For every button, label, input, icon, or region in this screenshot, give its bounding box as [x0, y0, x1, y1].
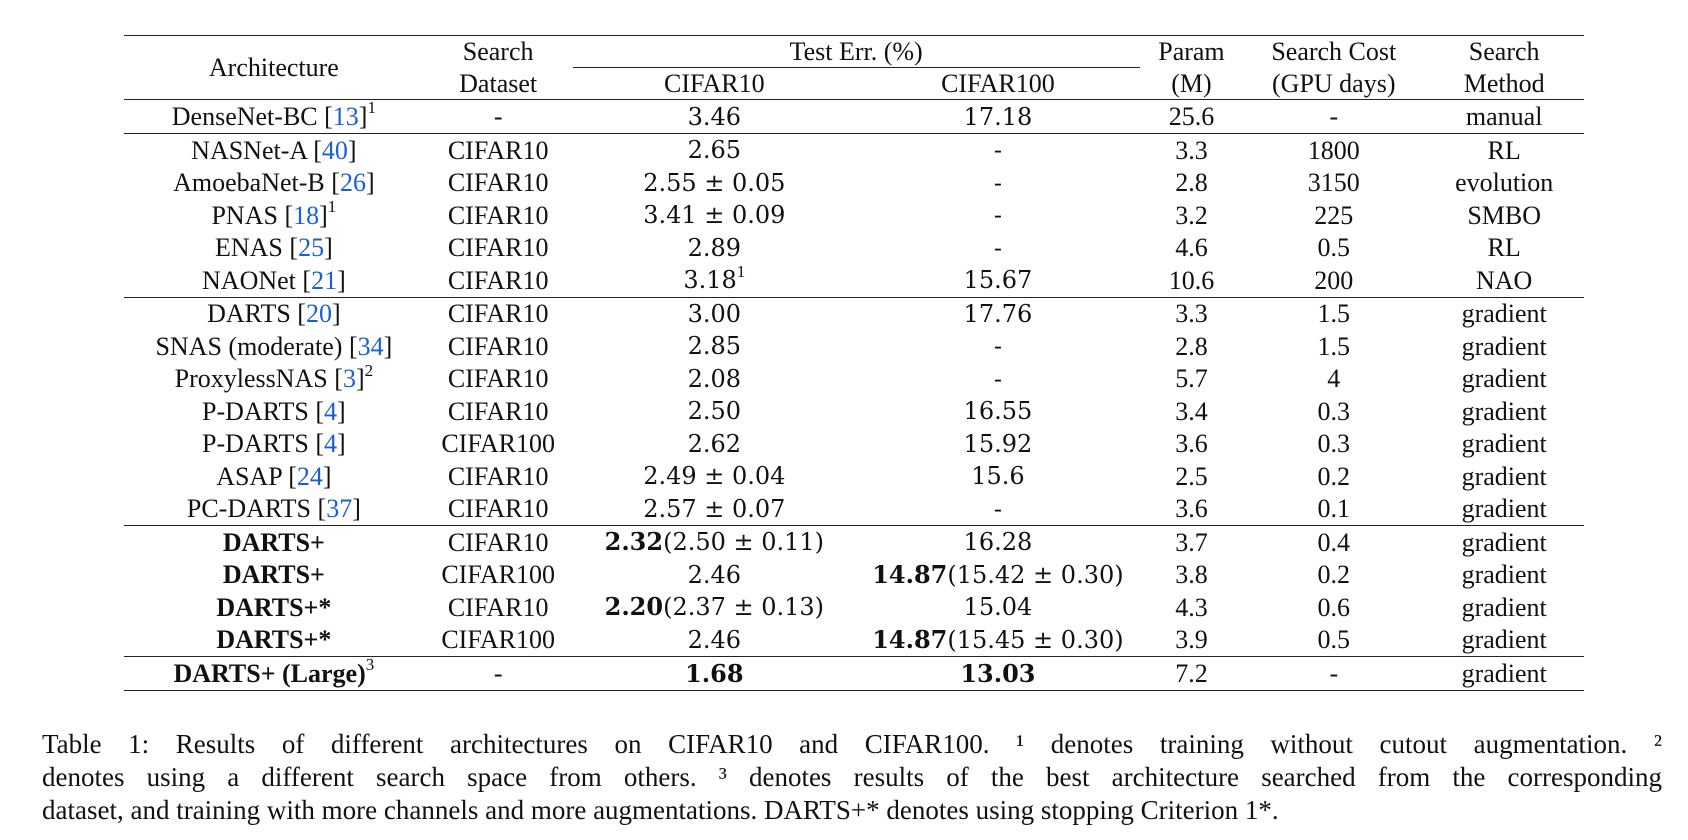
cifar10-value: 2.57 ± 0.07 — [643, 494, 786, 523]
cifar10-value: 2.85 — [687, 332, 742, 361]
header-search-cost-line2: (GPU days) — [1272, 68, 1396, 98]
cifar100-value: 16.55 — [963, 397, 1033, 426]
cell-search-method: gradient — [1461, 494, 1547, 524]
citation-link[interactable]: 21 — [311, 265, 338, 295]
table-row — [124, 657, 1584, 691]
cell-search-method: RL — [1487, 233, 1521, 263]
cifar100-value: 15.6 — [971, 462, 1025, 491]
cifar100-value: 15.92 — [963, 429, 1033, 458]
citation-link[interactable]: 24 — [296, 461, 323, 491]
footnote-marker: 1 — [367, 98, 376, 118]
table-row — [124, 134, 1584, 167]
cell-search-dataset: CIFAR10 — [424, 297, 573, 330]
cell-param: 3.7 — [1140, 526, 1244, 559]
cell-cifar100-err — [856, 232, 1140, 265]
architecture-name: DenseNet-BC — [171, 102, 318, 131]
cell-architecture — [124, 591, 424, 624]
cell-cifar100-err — [856, 134, 1140, 167]
cell-param: 5.7 — [1175, 364, 1208, 394]
cifar10-value: (2.37 ± 0.13) — [663, 593, 825, 622]
cell-search-cost: 200 — [1314, 265, 1354, 295]
cifar10-value: 3.00 — [687, 299, 742, 328]
cell-param: 2.8 — [1175, 168, 1208, 198]
table-row — [124, 363, 1584, 396]
caption-line-1: Table 1: Results of different architectures on CIFAR10 and CIFAR100. ¹ denotes training without cutout augmentation. ² — [42, 729, 1662, 759]
architecture-name: P-DARTS — [202, 429, 309, 459]
cell-search-cost: 1.5 — [1243, 297, 1424, 330]
cell-search-method: manual — [1465, 102, 1543, 131]
cell-architecture: P-DARTS [4] — [202, 396, 346, 426]
cell-architecture: PC-DARTS [37] — [186, 494, 361, 524]
cell-cifar100-err — [856, 297, 1140, 330]
cifar100-value: - — [993, 494, 1002, 523]
cell-cifar100-err — [856, 167, 1140, 200]
cell-param: 2.5 — [1175, 461, 1208, 491]
best-value: 14.87 — [872, 559, 948, 589]
cell-search-method: NAO — [1476, 265, 1533, 295]
cell-cifar100-err — [856, 624, 1140, 657]
cell-search-dataset: CIFAR10 — [424, 526, 573, 559]
cell-search-method: evolution — [1455, 168, 1554, 198]
table-row — [124, 297, 1584, 330]
cell-architecture — [124, 559, 424, 592]
citation-link[interactable]: 40 — [321, 135, 348, 165]
cell-search-method: gradient — [1424, 657, 1584, 691]
cell-param: 10.6 — [1168, 265, 1215, 295]
cell-search-dataset: - — [424, 657, 573, 691]
architecture-name: PNAS — [211, 200, 278, 230]
architecture-name: DARTS+ — [222, 560, 325, 590]
cell-architecture: ENAS [25] — [215, 233, 333, 263]
cell-architecture — [124, 624, 424, 657]
cifar10-value: 3.46 — [687, 102, 742, 131]
cell-cifar10-err — [573, 363, 857, 396]
cell-cifar100-err — [856, 330, 1140, 363]
cell-param: 7.2 — [1140, 657, 1244, 691]
table-row — [124, 199, 1584, 232]
cell-architecture: ASAP [24] — [216, 461, 332, 491]
header-cifar10: CIFAR10 — [664, 69, 765, 98]
header-param-line1: Param — [1158, 37, 1225, 67]
cell-search-method: gradient — [1424, 297, 1584, 330]
cell-cifar10-err — [573, 261, 857, 297]
header-cifar100: CIFAR100 — [941, 69, 1055, 98]
cell-cifar100-err — [856, 100, 1140, 134]
cell-param: 25.6 — [1168, 102, 1215, 131]
cell-search-cost: 0.4 — [1243, 526, 1424, 559]
table-row — [124, 395, 1584, 428]
cell-param: 2.8 — [1175, 331, 1208, 361]
cell-cifar10-err — [573, 460, 857, 493]
cifar100-value: (15.42 ± 0.30) — [947, 560, 1124, 589]
cell-cifar10-err — [573, 199, 857, 232]
cell-architecture: ProxylessNAS $[3]^2$ — [174, 360, 374, 394]
cell-architecture: NASNet-A [40] — [124, 134, 424, 167]
cell-search-dataset: CIFAR100 — [441, 429, 555, 459]
best-value: 14.87 — [872, 624, 948, 654]
cifar10-value: 2.55 ± 0.05 — [643, 168, 786, 197]
best-value: 2.32 — [604, 527, 664, 557]
cell-search-method: gradient — [1424, 526, 1584, 559]
cifar100-value: - — [993, 136, 1002, 165]
caption-line-2: denotes using a different search space from others. ³ denotes results of the best architecture searched from the corresponding — [42, 762, 1662, 792]
cell-search-dataset: CIFAR10 — [447, 592, 549, 622]
cell-cifar10-err — [573, 232, 857, 265]
cell-search-dataset: CIFAR10 — [447, 200, 549, 230]
cifar100-value: - — [993, 201, 1002, 230]
architecture-name: NASNet-A — [191, 135, 307, 165]
table-row — [124, 591, 1584, 624]
table-row — [124, 559, 1584, 592]
cell-param: 3.6 — [1175, 429, 1208, 459]
cell-search-method: RL — [1424, 134, 1584, 167]
cell-cifar100-err — [856, 395, 1140, 428]
cell-cifar100-err — [856, 428, 1140, 461]
cell-param: 3.6 — [1175, 494, 1208, 524]
cell-cifar10-err — [573, 526, 857, 559]
cell-architecture: P-DARTS [4] — [202, 429, 346, 459]
architecture-name: DARTS+* — [216, 592, 332, 622]
cell-cifar10-err — [573, 100, 857, 134]
header-param-line2: (M) — [1171, 68, 1212, 98]
cell-param: 3.9 — [1175, 625, 1208, 655]
architecture-name: ENAS — [215, 233, 283, 263]
cell-search-cost: 0.1 — [1317, 494, 1351, 524]
cell-search-method: gradient — [1461, 396, 1547, 426]
cifar10-value: 3.41 ± 0.09 — [643, 201, 786, 230]
header-search-dataset-line2: Dataset — [459, 68, 538, 98]
cifar100-value: 15.67 — [963, 266, 1033, 295]
cell-param: 3.4 — [1175, 396, 1208, 426]
cell-cifar10-err — [573, 330, 857, 363]
cell-param: 3.2 — [1175, 200, 1208, 230]
cell-search-method: gradient — [1461, 461, 1547, 491]
architecture-name: P-DARTS — [202, 396, 309, 426]
table-header — [124, 36, 1584, 100]
cell-search-dataset: CIFAR10 — [447, 494, 549, 524]
cifar100-value: (15.45 ± 0.30) — [947, 625, 1124, 654]
cell-search-method: gradient — [1461, 592, 1547, 622]
cell-search-cost: 225 — [1314, 200, 1354, 230]
cell-search-method: gradient — [1461, 429, 1547, 459]
cell-search-cost: 1.5 — [1317, 331, 1351, 361]
cell-cifar10-err — [573, 428, 857, 461]
cifar10-value: 2.08 — [687, 364, 742, 393]
cell-param: 4.3 — [1175, 592, 1208, 622]
cell-search-dataset: CIFAR10 — [447, 396, 549, 426]
citation-link[interactable]: 4 — [324, 429, 338, 459]
cell-search-method: gradient — [1461, 331, 1547, 361]
table-caption — [42, 728, 1662, 827]
citation-link[interactable]: 26 — [339, 168, 366, 198]
architecture-name: PC-DARTS — [186, 494, 312, 524]
architecture-name: ASAP — [216, 461, 282, 491]
cell-search-method: gradient — [1461, 625, 1547, 655]
cell-search-dataset: CIFAR100 — [441, 560, 555, 590]
footnote-marker: 2 — [364, 360, 374, 380]
cell-param: 3.3 — [1140, 134, 1244, 167]
cifar10-value: 2.50 — [687, 397, 742, 426]
cifar100-value: - — [993, 364, 1002, 393]
table-row — [124, 493, 1584, 526]
best-value: 2.20 — [604, 592, 664, 622]
cell-cifar100-err — [856, 363, 1140, 396]
architecture-name: DARTS+* — [216, 625, 332, 655]
cell-search-cost: 0.5 — [1317, 233, 1351, 263]
table-row — [124, 428, 1584, 461]
cell-cifar10-err — [573, 493, 857, 526]
cell-search-dataset: CIFAR10 — [447, 168, 549, 198]
architecture-name: SNAS (moderate) — [155, 331, 343, 361]
citation-link[interactable]: 20 — [305, 299, 332, 329]
cifar100-value: - — [993, 168, 1002, 197]
cifar100-value: - — [993, 332, 1002, 361]
caption-line-3: dataset, and training with more channels and more augmentations. DARTS+* denotes using stopping Criterion 1*. — [42, 795, 1279, 825]
footnote-marker: 1 — [736, 261, 746, 281]
best-value: 1.68 — [685, 658, 744, 688]
cell-search-cost: 0.3 — [1317, 429, 1351, 459]
table-body — [124, 100, 1584, 691]
architecture-name: NAONet — [202, 265, 296, 295]
cell-search-dataset: CIFAR10 — [447, 265, 549, 295]
table-row — [124, 167, 1584, 200]
cell-cifar10-err — [573, 134, 857, 167]
cell-cifar10-err — [573, 657, 857, 691]
cell-search-dataset: - — [493, 102, 503, 131]
table-row — [124, 330, 1584, 363]
cell-search-dataset: CIFAR10 — [447, 461, 549, 491]
cell-cifar100-err — [856, 264, 1140, 297]
cell-architecture: DARTS [20] — [124, 297, 424, 330]
cell-cifar100-err — [856, 460, 1140, 493]
cell-cifar100-err — [856, 559, 1140, 592]
architecture-name: DARTS+ (Large) — [173, 658, 366, 688]
table-row — [124, 460, 1584, 493]
cell-search-cost: 1800 — [1243, 134, 1424, 167]
cell-architecture — [124, 526, 424, 559]
cell-architecture: PNAS $[18]^1$ — [211, 197, 337, 230]
cifar10-value: 2.62 — [687, 429, 742, 458]
cell-search-dataset: CIFAR10 — [447, 331, 549, 361]
header-architecture: Architecture — [208, 53, 339, 82]
cifar10-value: 2.46 — [687, 560, 742, 589]
cell-architecture: AmoebaNet-B [26] — [173, 168, 375, 198]
citation-link[interactable]: 34 — [357, 331, 384, 361]
cell-search-cost: - — [1329, 102, 1339, 131]
citation-link[interactable]: 25 — [298, 233, 325, 263]
cifar10-value: 2.65 — [687, 136, 742, 165]
architecture-name: DARTS — [207, 299, 291, 329]
cell-search-cost: 0.5 — [1317, 625, 1351, 655]
cell-cifar10-err — [573, 297, 857, 330]
cifar10-value: 2.49 ± 0.04 — [643, 462, 786, 491]
cell-search-method: gradient — [1461, 364, 1547, 394]
architecture-name: ProxylessNAS — [174, 364, 328, 394]
cell-architecture — [124, 657, 424, 691]
cell-search-cost: 0.6 — [1317, 592, 1351, 622]
cifar100-value: 16.28 — [963, 528, 1033, 557]
table-row — [124, 232, 1584, 265]
citation-link[interactable]: 13 — [332, 102, 359, 131]
cell-architecture: SNAS (moderate) [34] — [155, 331, 393, 361]
citation-link[interactable]: 4 — [324, 396, 338, 426]
cell-search-cost: 0.2 — [1317, 560, 1351, 590]
results-table — [124, 35, 1584, 691]
table-row — [124, 100, 1584, 134]
cell-search-dataset: CIFAR10 — [424, 134, 573, 167]
best-value: 13.03 — [960, 658, 1036, 688]
cell-cifar100-err — [856, 526, 1140, 559]
cell-cifar10-err — [573, 167, 857, 200]
table-row — [124, 624, 1584, 657]
cell-search-cost: 0.2 — [1317, 461, 1351, 491]
architecture-name: AmoebaNet-B — [173, 168, 325, 198]
cell-search-cost: 0.3 — [1317, 396, 1351, 426]
citation-link[interactable]: 18 — [293, 200, 320, 230]
cell-architecture: NAONet [21] — [202, 265, 346, 295]
cell-search-cost: - — [1243, 657, 1424, 691]
cifar10-value: (2.50 ± 0.11) — [663, 528, 825, 557]
architecture-name: DARTS+ — [222, 527, 325, 557]
cell-param: 4.6 — [1175, 233, 1208, 263]
citation-link[interactable]: 37 — [326, 494, 353, 524]
cifar100-value: 17.76 — [963, 299, 1033, 328]
cifar10-value: 2.89 — [687, 233, 742, 262]
table-row — [124, 264, 1584, 297]
cell-architecture: DenseNet-BC $[13]^1$ — [171, 98, 376, 131]
cell-search-dataset: CIFAR10 — [447, 364, 549, 394]
cell-cifar10-err — [573, 395, 857, 428]
cell-cifar100-err — [856, 199, 1140, 232]
cell-search-cost: 4 — [1327, 364, 1341, 394]
footnote-marker: 3 — [365, 655, 375, 675]
cell-cifar100-err — [856, 657, 1140, 691]
cell-search-dataset: CIFAR10 — [447, 233, 549, 263]
cell-cifar10-err — [573, 591, 857, 624]
header-search-method-line1: Search — [1468, 37, 1540, 67]
header-search-method-line2: Method — [1463, 68, 1545, 98]
cifar100-value: 17.18 — [963, 102, 1033, 131]
header-test-err: Test Err. (%) — [573, 36, 1140, 68]
cell-cifar10-err — [573, 624, 857, 657]
cell-search-method: SMBO — [1467, 200, 1542, 230]
cell-cifar100-err — [856, 591, 1140, 624]
cifar100-value: - — [993, 233, 1002, 262]
cifar100-value: 15.04 — [963, 593, 1033, 622]
cell-search-method: gradient — [1461, 560, 1547, 590]
citation-link[interactable]: 3 — [342, 364, 356, 394]
cell-search-dataset: CIFAR100 — [441, 625, 555, 655]
cell-search-cost: 3150 — [1307, 168, 1360, 198]
cell-param: 3.8 — [1175, 560, 1208, 590]
header-search-cost-line1: Search Cost — [1271, 37, 1397, 67]
cell-cifar100-err — [856, 493, 1140, 526]
table-row — [124, 526, 1584, 559]
header-search-dataset-line1: Search — [462, 37, 534, 67]
cell-cifar10-err — [573, 559, 857, 592]
cifar10-value: 2.46 — [687, 625, 742, 654]
cifar10-value: 3.18 — [683, 266, 737, 295]
footnote-marker: 1 — [327, 197, 337, 217]
cell-param: 3.3 — [1140, 297, 1244, 330]
